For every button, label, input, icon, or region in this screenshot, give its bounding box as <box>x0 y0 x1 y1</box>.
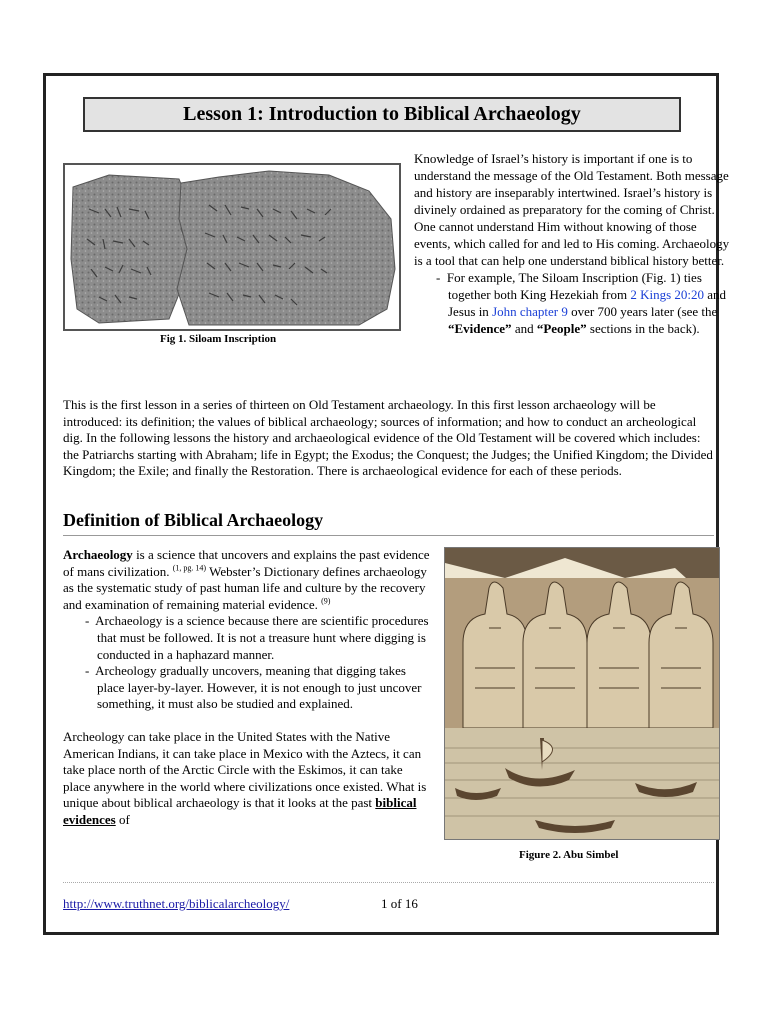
intro-column <box>414 150 730 337</box>
biblical-evidences-emphasis: biblical evidences <box>63 795 417 827</box>
link-2-kings[interactable]: 2 Kings 20:20 <box>630 287 704 302</box>
bullet-text: Archaeology is a science because there are scientific procedures that must be followed. It is not a treasure hunt where digging is conducted in a haphazard manner. <box>95 613 429 662</box>
bullet-text: over 700 years later (see the <box>567 304 718 319</box>
definition-text: is a science that uncovers and explains the past evidence of mans civilization. <box>63 547 430 579</box>
definition-column <box>63 547 433 829</box>
page-number: 1 of 16 <box>381 896 418 911</box>
footer-divider <box>63 882 714 883</box>
bullet-text: Archeology gradually uncovers, meaning that digging takes place layer-by-layer. However, it is not enough to just uncover something, it must also be studied and explained. <box>95 663 422 712</box>
series-overview-paragraph: This is the first lesson in a series of thirteen on Old Testament archaeology. In this first lesson archaeology will be introduced: its definition; the values of biblical archaeology; sources of information; and how to conduct an archeological dig. In the following lessons the history and archaeological evidence of the Old Testament will be covered which includes: the Patriarchs starting with Abraham; life in Egypt; the Exodus; the Conquest; the Judges; the Unified Kingdom; the Divided Kingdom; the Exile; and finally the Restoration. There is archaeological evidence for each of these periods. <box>63 397 713 479</box>
abu-simbel-image <box>444 547 720 840</box>
footer-url-link[interactable]: http://www.truthnet.org/biblicalarcheology/ <box>63 896 290 911</box>
fig1-caption: Fig 1. Siloam Inscription <box>160 333 277 345</box>
definition-text: Webster’s Dictionary defines archaeology as the systematic study of past human life and culture by the recovery and examination of remaining material evidence. <box>63 563 427 612</box>
definition-term: Archaeology <box>63 547 133 562</box>
heading-divider <box>63 535 714 536</box>
locations-paragraph <box>63 729 433 829</box>
evidence-ref: “Evidence” <box>448 321 512 336</box>
intro-paragraph: Knowledge of Israel’s history is important if one is to understand the message of the Old Testament. Both message and history are inseparably intertwined. Israel’s history is divinely ordained as preparatory for the coming of Christ. One cannot understand Him without knowing of those events, which called for and led to His coming. Archaeology is a tool that can help one understand biblical history better. <box>414 151 730 268</box>
citation-1: (1, pg. 14) <box>172 563 207 573</box>
siloam-inscription-image <box>63 163 401 331</box>
citation-2: (9) <box>321 596 331 606</box>
link-john-9[interactable]: John chapter 9 <box>492 304 568 319</box>
section-heading: Definition of Biblical Archaeology <box>63 510 324 530</box>
siloam-inscription-drawing <box>69 169 399 329</box>
paragraph-text: of <box>115 811 130 827</box>
siloam-example-bullet: - For example, The Siloam Inscription (Fig. 1) ties together both King Hezekiah from 2 Kings 20:20 and Jesus in John chapter 9 over 700 years later (see the “Evidence” and “People” sections in the back). <box>436 270 727 336</box>
people-ref: “People” <box>536 321 587 336</box>
paragraph-text: Archeology can take place in the United States with the Native American Indians, it can take place in Mexico with the Aztecs, it can take place north of the Arctic Circle with the Eskimos, it can take place anywhere in the world where civilizations once existed. What is unique about biblical archaeology is that it looks at the past <box>63 728 427 811</box>
bullet-text: For example, The Siloam Inscription (Fig. 1) ties together both King Hezekiah from <box>446 270 702 302</box>
layers-bullet: - Archeology gradually uncovers, meaning that digging takes place layer-by-layer. However, it is not enough to just uncover something, it must also be studied and explained. <box>85 663 422 712</box>
bullet-text: sections in the back). <box>586 321 700 336</box>
fig2-caption: Figure 2. Abu Simbel <box>519 849 619 861</box>
science-bullet: - Archaeology is a science because there are scientific procedures that must be followed. It is not a treasure hunt where digging is conducted in a haphazard manner. <box>85 613 429 662</box>
abu-simbel-drawing <box>445 548 719 839</box>
lesson-title: Lesson 1: Introduction to Biblical Archaeology <box>83 97 681 132</box>
bullet-text: and Jesus in <box>448 287 727 319</box>
definition-paragraph <box>63 547 433 613</box>
bullet-text: and <box>511 321 537 336</box>
